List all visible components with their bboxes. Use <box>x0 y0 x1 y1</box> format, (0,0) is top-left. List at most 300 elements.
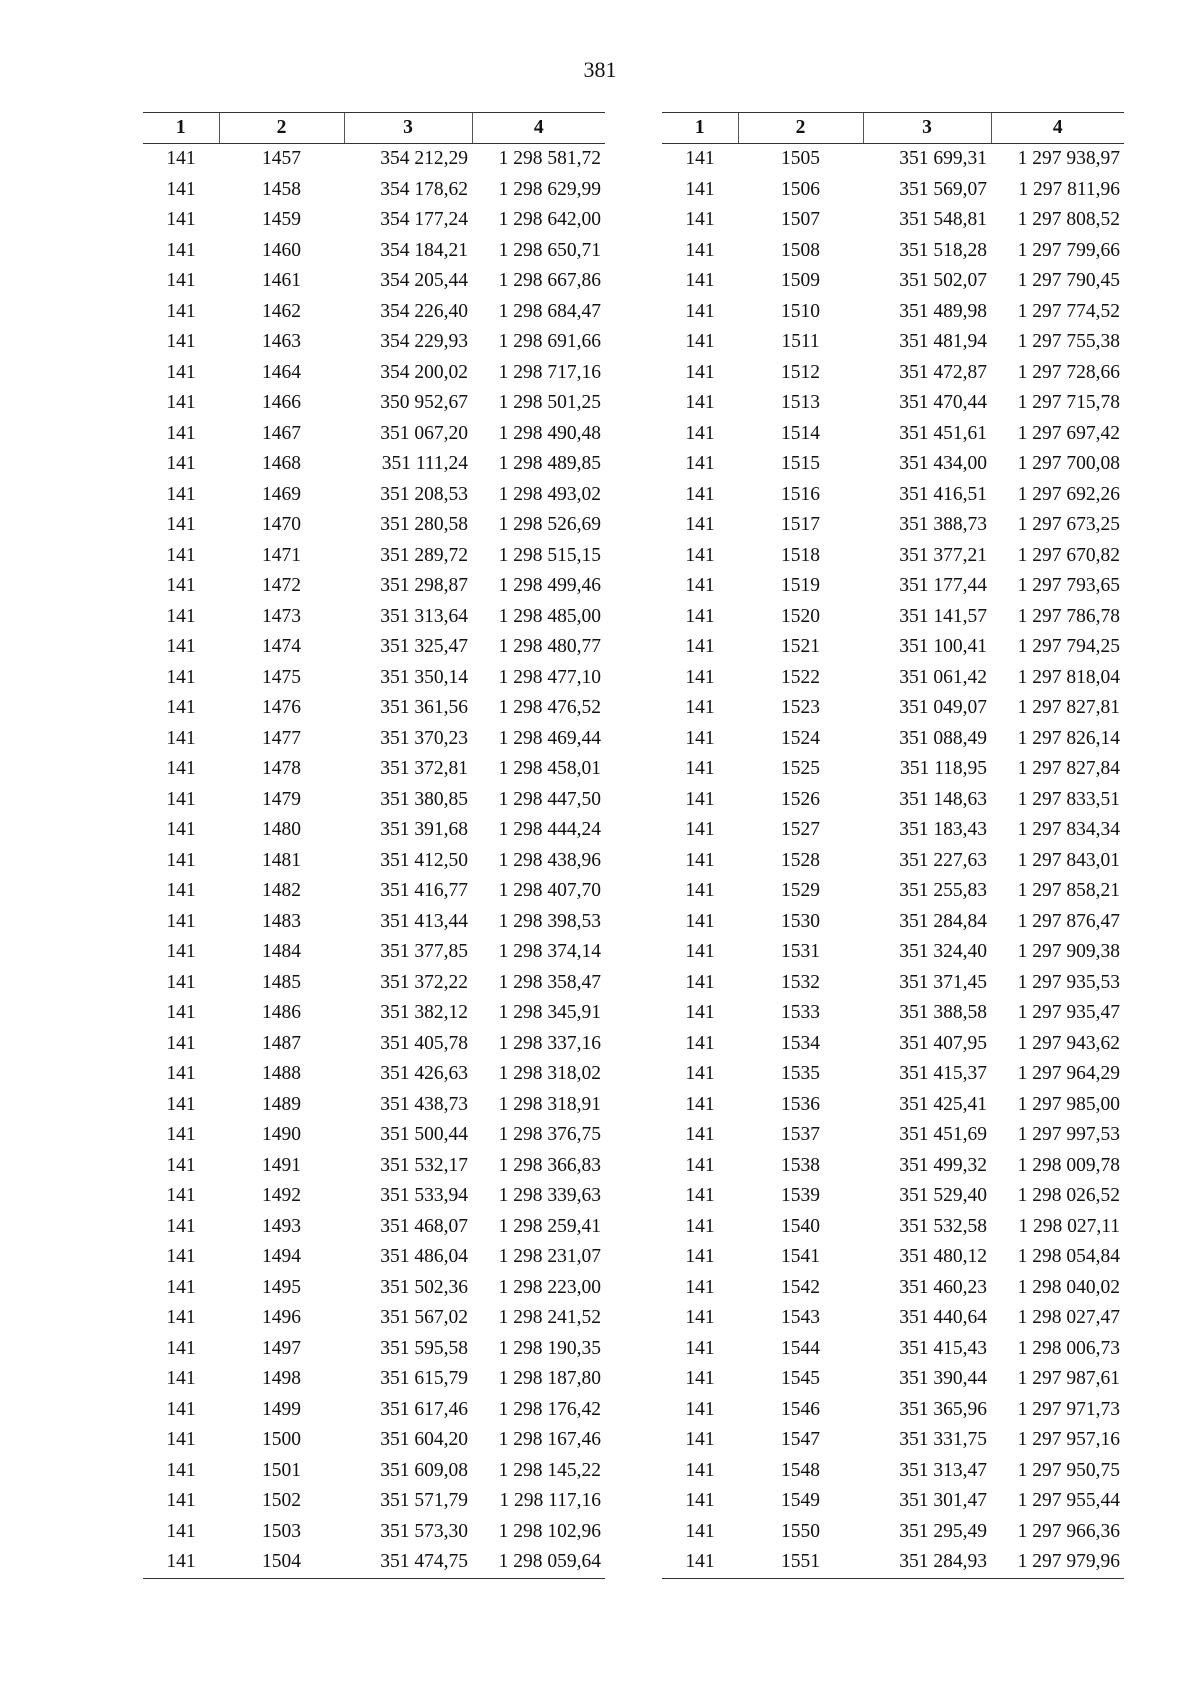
table-cell-col-2: 1508 <box>781 239 820 261</box>
table-row <box>143 602 605 633</box>
table-cell-col-1: 141 <box>685 697 715 719</box>
table-cell-col-4: 1 298 259,41 <box>498 1215 601 1237</box>
table-cell-col-2: 1463 <box>262 331 301 353</box>
table-cell-col-1: 141 <box>166 1429 196 1451</box>
table-cell-col-1: 141 <box>685 1063 715 1085</box>
table-cell-col-2: 1518 <box>781 544 820 566</box>
table-cell-col-1: 141 <box>685 1337 715 1359</box>
table-cell-col-1: 141 <box>166 941 196 963</box>
table-cell-col-3: 351 284,93 <box>899 1551 987 1573</box>
table-cell-col-4: 1 298 102,96 <box>498 1520 601 1542</box>
table-cell-col-1: 141 <box>166 178 196 200</box>
table-cell-col-3: 354 200,02 <box>380 361 468 383</box>
table-row <box>143 510 605 541</box>
table-cell-col-2: 1514 <box>781 422 820 444</box>
table-cell-col-4: 1 298 691,66 <box>498 331 601 353</box>
table-cell-col-4: 1 297 794,25 <box>1017 636 1120 658</box>
table-cell-col-3: 354 229,93 <box>380 331 468 353</box>
table-cell-col-4: 1 298 485,00 <box>498 605 601 627</box>
table-cell-col-4: 1 298 629,99 <box>498 178 601 200</box>
table-row <box>143 693 605 724</box>
table-cell-col-1: 141 <box>166 514 196 536</box>
table-cell-col-1: 141 <box>685 544 715 566</box>
table-cell-col-3: 351 361,56 <box>380 697 468 719</box>
table-cell-col-2: 1545 <box>781 1368 820 1390</box>
table-cell-col-2: 1546 <box>781 1398 820 1420</box>
table-cell-col-3: 351 470,44 <box>899 392 987 414</box>
table-cell-col-1: 141 <box>685 910 715 932</box>
table-cell-col-3: 351 548,81 <box>899 209 987 231</box>
table-row <box>662 266 1124 297</box>
table-header-row <box>143 113 605 144</box>
table-cell-col-3: 351 609,08 <box>380 1459 468 1481</box>
table-cell-col-1: 141 <box>685 758 715 780</box>
table-cell-col-4: 1 298 469,44 <box>498 727 601 749</box>
table-cell-col-1: 141 <box>166 270 196 292</box>
table-cell-col-1: 141 <box>685 422 715 444</box>
table-cell-col-4: 1 298 444,24 <box>498 819 601 841</box>
table-cell-col-4: 1 297 935,53 <box>1017 971 1120 993</box>
table-cell-col-4: 1 297 985,00 <box>1017 1093 1120 1115</box>
table-cell-col-4: 1 298 187,80 <box>498 1368 601 1390</box>
table-cell-col-4: 1 298 458,01 <box>498 758 601 780</box>
table-cell-col-2: 1526 <box>781 788 820 810</box>
table-cell-col-3: 351 061,42 <box>899 666 987 688</box>
table-cell-col-3: 351 615,79 <box>380 1368 468 1390</box>
table-cell-col-3: 350 952,67 <box>380 392 468 414</box>
table-row <box>662 754 1124 785</box>
table-cell-col-4: 1 298 345,91 <box>498 1002 601 1024</box>
table-cell-col-1: 141 <box>685 849 715 871</box>
table-cell-col-1: 141 <box>166 758 196 780</box>
table-cell-col-4: 1 297 786,78 <box>1017 605 1120 627</box>
table-cell-col-2: 1534 <box>781 1032 820 1054</box>
table-row <box>662 297 1124 328</box>
table-cell-col-1: 141 <box>166 1063 196 1085</box>
column-header-2: 2 <box>219 113 344 144</box>
table-cell-col-3: 351 208,53 <box>380 483 468 505</box>
table-row <box>662 327 1124 358</box>
table-cell-col-2: 1481 <box>262 849 301 871</box>
table-cell-col-3: 351 313,47 <box>899 1459 987 1481</box>
table-row <box>662 1486 1124 1517</box>
table-cell-col-2: 1519 <box>781 575 820 597</box>
table-cell-col-4: 1 298 490,48 <box>498 422 601 444</box>
table-cell-col-3: 351 049,07 <box>899 697 987 719</box>
table-cell-col-2: 1535 <box>781 1063 820 1085</box>
table-cell-col-4: 1 298 499,46 <box>498 575 601 597</box>
table-cell-col-1: 141 <box>685 666 715 688</box>
table-row <box>143 1334 605 1365</box>
table-cell-col-4: 1 297 943,62 <box>1017 1032 1120 1054</box>
table-cell-col-2: 1499 <box>262 1398 301 1420</box>
table-cell-col-4: 1 297 935,47 <box>1017 1002 1120 1024</box>
table-cell-col-2: 1509 <box>781 270 820 292</box>
table-cell-col-2: 1496 <box>262 1307 301 1329</box>
table-row <box>662 1181 1124 1212</box>
table-cell-col-2: 1522 <box>781 666 820 688</box>
table-cell-col-4: 1 297 858,21 <box>1017 880 1120 902</box>
table-cell-col-3: 351 699,31 <box>899 148 987 170</box>
table-cell-col-2: 1500 <box>262 1429 301 1451</box>
table-cell-col-1: 141 <box>166 483 196 505</box>
table-row <box>662 1425 1124 1456</box>
table-cell-col-2: 1489 <box>262 1093 301 1115</box>
table-cell-col-2: 1520 <box>781 605 820 627</box>
coordinates-table-left <box>143 112 605 1579</box>
table-cell-col-1: 141 <box>166 1398 196 1420</box>
table-cell-col-4: 1 298 231,07 <box>498 1246 601 1268</box>
table-cell-col-4: 1 298 009,78 <box>1017 1154 1120 1176</box>
table-cell-col-2: 1551 <box>781 1551 820 1573</box>
table-cell-col-3: 351 365,96 <box>899 1398 987 1420</box>
table-row <box>143 1486 605 1517</box>
table-cell-col-1: 141 <box>685 727 715 749</box>
table-row <box>143 205 605 236</box>
table-cell-col-4: 1 297 979,96 <box>1017 1551 1120 1573</box>
table-cell-col-1: 141 <box>685 1368 715 1390</box>
table-row <box>662 998 1124 1029</box>
table-cell-col-4: 1 297 876,47 <box>1017 910 1120 932</box>
table-cell-col-3: 351 438,73 <box>380 1093 468 1115</box>
table-row <box>662 785 1124 816</box>
table-cell-col-1: 141 <box>166 453 196 475</box>
table-cell-col-3: 351 532,58 <box>899 1215 987 1237</box>
table-row <box>662 1334 1124 1365</box>
table-row <box>662 1151 1124 1182</box>
table-cell-col-2: 1512 <box>781 361 820 383</box>
table-row <box>143 663 605 694</box>
column-header-1: 1 <box>662 113 738 144</box>
table-cell-col-1: 141 <box>166 636 196 658</box>
table-cell-col-1: 141 <box>166 331 196 353</box>
table-row <box>143 297 605 328</box>
table-header-row <box>662 113 1124 144</box>
table-cell-col-2: 1466 <box>262 392 301 414</box>
table-row <box>662 907 1124 938</box>
table-cell-col-3: 351 489,98 <box>899 300 987 322</box>
table-cell-col-1: 141 <box>166 1002 196 1024</box>
table-cell-col-1: 141 <box>685 1276 715 1298</box>
table-cell-col-2: 1540 <box>781 1215 820 1237</box>
table-cell-col-1: 141 <box>685 1520 715 1542</box>
table-cell-col-1: 141 <box>166 666 196 688</box>
table-cell-col-2: 1470 <box>262 514 301 536</box>
table-row <box>143 876 605 907</box>
table-row <box>143 388 605 419</box>
table-cell-col-2: 1472 <box>262 575 301 597</box>
table-cell-col-2: 1516 <box>781 483 820 505</box>
table-row <box>662 1364 1124 1395</box>
table-row <box>143 937 605 968</box>
table-cell-col-2: 1538 <box>781 1154 820 1176</box>
table-cell-col-3: 351 412,50 <box>380 849 468 871</box>
table-cell-col-4: 1 298 059,64 <box>498 1551 601 1573</box>
table-cell-col-4: 1 297 700,08 <box>1017 453 1120 475</box>
table-row <box>662 205 1124 236</box>
table-cell-col-2: 1486 <box>262 1002 301 1024</box>
table-row <box>662 815 1124 846</box>
table-cell-col-4: 1 297 793,65 <box>1017 575 1120 597</box>
table-cell-col-3: 351 451,61 <box>899 422 987 444</box>
table-cell-col-4: 1 297 790,45 <box>1017 270 1120 292</box>
table-cell-col-4: 1 298 145,22 <box>498 1459 601 1481</box>
table-row <box>143 1059 605 1090</box>
table-cell-col-1: 141 <box>685 880 715 902</box>
table-cell-col-2: 1549 <box>781 1490 820 1512</box>
table-cell-col-2: 1504 <box>262 1551 301 1573</box>
column-header-2: 2 <box>738 113 863 144</box>
table-row <box>662 388 1124 419</box>
table-row <box>662 541 1124 572</box>
table-cell-col-4: 1 298 515,15 <box>498 544 601 566</box>
table-row <box>143 358 605 389</box>
table-cell-col-3: 351 370,23 <box>380 727 468 749</box>
table-row <box>143 1090 605 1121</box>
table-cell-col-2: 1495 <box>262 1276 301 1298</box>
table-row <box>143 571 605 602</box>
table-cell-col-4: 1 297 728,66 <box>1017 361 1120 383</box>
table-cell-col-3: 354 226,40 <box>380 300 468 322</box>
table-cell-col-4: 1 298 526,69 <box>498 514 601 536</box>
column-header-4: 4 <box>472 113 605 144</box>
table-cell-col-3: 351 118,95 <box>899 758 987 780</box>
table-row <box>662 968 1124 999</box>
table-cell-col-1: 141 <box>166 392 196 414</box>
coordinates-table-right <box>662 112 1124 1579</box>
table-cell-col-2: 1513 <box>781 392 820 414</box>
table-cell-col-1: 141 <box>685 1551 715 1573</box>
table-cell-col-3: 354 205,44 <box>380 270 468 292</box>
table-cell-col-1: 141 <box>685 575 715 597</box>
table-cell-col-4: 1 298 027,11 <box>1018 1215 1120 1237</box>
table-cell-col-4: 1 298 176,42 <box>498 1398 601 1420</box>
table-row <box>662 571 1124 602</box>
table-cell-col-3: 351 100,41 <box>899 636 987 658</box>
table-row <box>143 1456 605 1487</box>
table-row <box>662 480 1124 511</box>
table-cell-col-3: 351 227,63 <box>899 849 987 871</box>
table-cell-col-2: 1505 <box>781 148 820 170</box>
table-cell-col-1: 141 <box>166 575 196 597</box>
table-cell-col-2: 1467 <box>262 422 301 444</box>
table-cell-col-1: 141 <box>166 1307 196 1329</box>
table-cell-col-3: 351 388,58 <box>899 1002 987 1024</box>
table-row <box>143 175 605 206</box>
table-cell-col-2: 1498 <box>262 1368 301 1390</box>
table-cell-col-1: 141 <box>166 788 196 810</box>
table-row <box>143 480 605 511</box>
table-row <box>662 449 1124 480</box>
table-cell-col-2: 1533 <box>781 1002 820 1024</box>
table-cell-col-2: 1458 <box>262 178 301 200</box>
table-row <box>662 1090 1124 1121</box>
table-cell-col-2: 1471 <box>262 544 301 566</box>
table-cell-col-3: 351 324,40 <box>899 941 987 963</box>
table-row <box>662 1303 1124 1334</box>
table-cell-col-2: 1542 <box>781 1276 820 1298</box>
table-cell-col-1: 141 <box>166 1337 196 1359</box>
table-cell-col-2: 1531 <box>781 941 820 963</box>
table-cell-col-1: 141 <box>166 971 196 993</box>
table-cell-col-3: 351 350,14 <box>380 666 468 688</box>
table-row <box>143 968 605 999</box>
table-cell-col-2: 1529 <box>781 880 820 902</box>
table-cell-col-3: 351 280,58 <box>380 514 468 536</box>
table-cell-col-1: 141 <box>166 849 196 871</box>
table-row <box>143 449 605 480</box>
table-cell-col-4: 1 298 223,00 <box>498 1276 601 1298</box>
table-cell-col-1: 141 <box>166 300 196 322</box>
table-cell-col-3: 351 325,47 <box>380 636 468 658</box>
table-cell-col-3: 351 617,46 <box>380 1398 468 1420</box>
table-cell-col-3: 351 502,07 <box>899 270 987 292</box>
table-cell-col-3: 351 499,32 <box>899 1154 987 1176</box>
table-cell-col-4: 1 298 493,02 <box>498 483 601 505</box>
table-cell-col-1: 141 <box>166 605 196 627</box>
table-cell-col-1: 141 <box>685 1307 715 1329</box>
table-cell-col-1: 141 <box>166 1459 196 1481</box>
table-row <box>662 693 1124 724</box>
table-row <box>143 1425 605 1456</box>
table-cell-col-3: 351 372,22 <box>380 971 468 993</box>
table-body <box>143 144 605 1579</box>
table-cell-col-2: 1462 <box>262 300 301 322</box>
table-cell-col-4: 1 298 717,16 <box>498 361 601 383</box>
table-cell-col-4: 1 297 833,51 <box>1017 788 1120 810</box>
table-cell-col-2: 1544 <box>781 1337 820 1359</box>
table-row <box>662 1212 1124 1243</box>
table-cell-col-1: 141 <box>166 1154 196 1176</box>
table-cell-col-1: 141 <box>685 1490 715 1512</box>
table-cell-col-3: 351 573,30 <box>380 1520 468 1542</box>
table-cell-col-2: 1497 <box>262 1337 301 1359</box>
table-cell-col-1: 141 <box>685 1398 715 1420</box>
table-row <box>143 144 605 175</box>
table-cell-col-2: 1490 <box>262 1124 301 1146</box>
table-cell-col-3: 351 426,63 <box>380 1063 468 1085</box>
table-cell-col-4: 1 297 997,53 <box>1017 1124 1120 1146</box>
table-cell-col-4: 1 297 755,38 <box>1017 331 1120 353</box>
table-cell-col-1: 141 <box>166 1185 196 1207</box>
table-cell-col-4: 1 297 955,44 <box>1017 1490 1120 1512</box>
table-cell-col-2: 1457 <box>262 148 301 170</box>
table-cell-col-2: 1524 <box>781 727 820 749</box>
table-row <box>662 1547 1124 1578</box>
table-cell-col-3: 351 451,69 <box>899 1124 987 1146</box>
table-cell-col-3: 351 380,85 <box>380 788 468 810</box>
table-cell-col-4: 1 297 808,52 <box>1017 209 1120 231</box>
table-cell-col-4: 1 297 715,78 <box>1017 392 1120 414</box>
table-cell-col-2: 1539 <box>781 1185 820 1207</box>
table-cell-col-1: 141 <box>685 1429 715 1451</box>
table-row <box>143 1029 605 1060</box>
table-cell-col-2: 1537 <box>781 1124 820 1146</box>
table-row <box>662 876 1124 907</box>
table-cell-col-3: 351 295,49 <box>899 1520 987 1542</box>
table-cell-col-4: 1 297 670,82 <box>1017 544 1120 566</box>
table-cell-col-1: 141 <box>685 1154 715 1176</box>
table-cell-col-2: 1475 <box>262 666 301 688</box>
table-cell-col-2: 1494 <box>262 1246 301 1268</box>
table-cell-col-1: 141 <box>166 1124 196 1146</box>
table-cell-col-3: 351 474,75 <box>380 1551 468 1573</box>
table-cell-col-2: 1476 <box>262 697 301 719</box>
table-cell-col-4: 1 297 673,25 <box>1017 514 1120 536</box>
table-cell-col-3: 354 178,62 <box>380 178 468 200</box>
table-cell-col-3: 351 372,81 <box>380 758 468 780</box>
table-row <box>143 632 605 663</box>
table-cell-col-4: 1 298 398,53 <box>498 910 601 932</box>
table-cell-col-1: 141 <box>685 1124 715 1146</box>
table-cell-col-3: 351 434,00 <box>899 453 987 475</box>
table-row <box>143 327 605 358</box>
table-cell-col-3: 351 569,07 <box>899 178 987 200</box>
table-row <box>143 1212 605 1243</box>
table-cell-col-2: 1493 <box>262 1215 301 1237</box>
table-cell-col-2: 1459 <box>262 209 301 231</box>
table-cell-col-4: 1 297 834,34 <box>1017 819 1120 841</box>
table-cell-col-2: 1521 <box>781 636 820 658</box>
table-cell-col-2: 1523 <box>781 697 820 719</box>
table-cell-col-1: 141 <box>685 1093 715 1115</box>
table-cell-col-1: 141 <box>166 1246 196 1268</box>
table-row <box>143 1395 605 1426</box>
table-cell-col-1: 141 <box>685 453 715 475</box>
table-cell-col-3: 351 298,87 <box>380 575 468 597</box>
table-cell-col-1: 141 <box>166 1032 196 1054</box>
table-cell-col-4: 1 298 117,16 <box>499 1490 601 1512</box>
table-cell-col-2: 1541 <box>781 1246 820 1268</box>
table-cell-col-2: 1543 <box>781 1307 820 1329</box>
table-cell-col-4: 1 297 909,38 <box>1017 941 1120 963</box>
table-cell-col-4: 1 298 167,46 <box>498 1429 601 1451</box>
table-cell-col-4: 1 297 827,84 <box>1017 758 1120 780</box>
table-row <box>143 846 605 877</box>
table-cell-col-4: 1 298 667,86 <box>498 270 601 292</box>
table-cell-col-1: 141 <box>685 300 715 322</box>
table-cell-col-4: 1 298 190,35 <box>498 1337 601 1359</box>
table-cell-col-4: 1 297 843,01 <box>1017 849 1120 871</box>
table-row <box>143 785 605 816</box>
table-cell-col-4: 1 297 964,29 <box>1017 1063 1120 1085</box>
table-cell-col-1: 141 <box>685 361 715 383</box>
table-cell-col-2: 1469 <box>262 483 301 505</box>
table-cell-col-3: 351 440,64 <box>899 1307 987 1329</box>
table-cell-col-3: 351 413,44 <box>380 910 468 932</box>
table-cell-col-1: 141 <box>166 697 196 719</box>
table-cell-col-2: 1530 <box>781 910 820 932</box>
table-cell-col-3: 351 500,44 <box>380 1124 468 1146</box>
page-number: 381 <box>583 57 617 82</box>
table-cell-col-2: 1464 <box>262 361 301 383</box>
table-cell-col-3: 351 415,37 <box>899 1063 987 1085</box>
table-cell-col-3: 351 486,04 <box>380 1246 468 1268</box>
table-cell-col-2: 1517 <box>781 514 820 536</box>
table-cell-col-4: 1 297 971,73 <box>1017 1398 1120 1420</box>
table-cell-col-3: 351 416,77 <box>380 880 468 902</box>
table-cell-col-1: 141 <box>166 727 196 749</box>
table-cell-col-2: 1525 <box>781 758 820 780</box>
table-row <box>662 1273 1124 1304</box>
table-cell-col-2: 1528 <box>781 849 820 871</box>
table-cell-col-2: 1515 <box>781 453 820 475</box>
table-cell-col-2: 1536 <box>781 1093 820 1115</box>
table-cell-col-2: 1502 <box>262 1490 301 1512</box>
table-cell-col-3: 351 284,84 <box>899 910 987 932</box>
table-cell-col-3: 351 388,73 <box>899 514 987 536</box>
table-cell-col-1: 141 <box>685 819 715 841</box>
